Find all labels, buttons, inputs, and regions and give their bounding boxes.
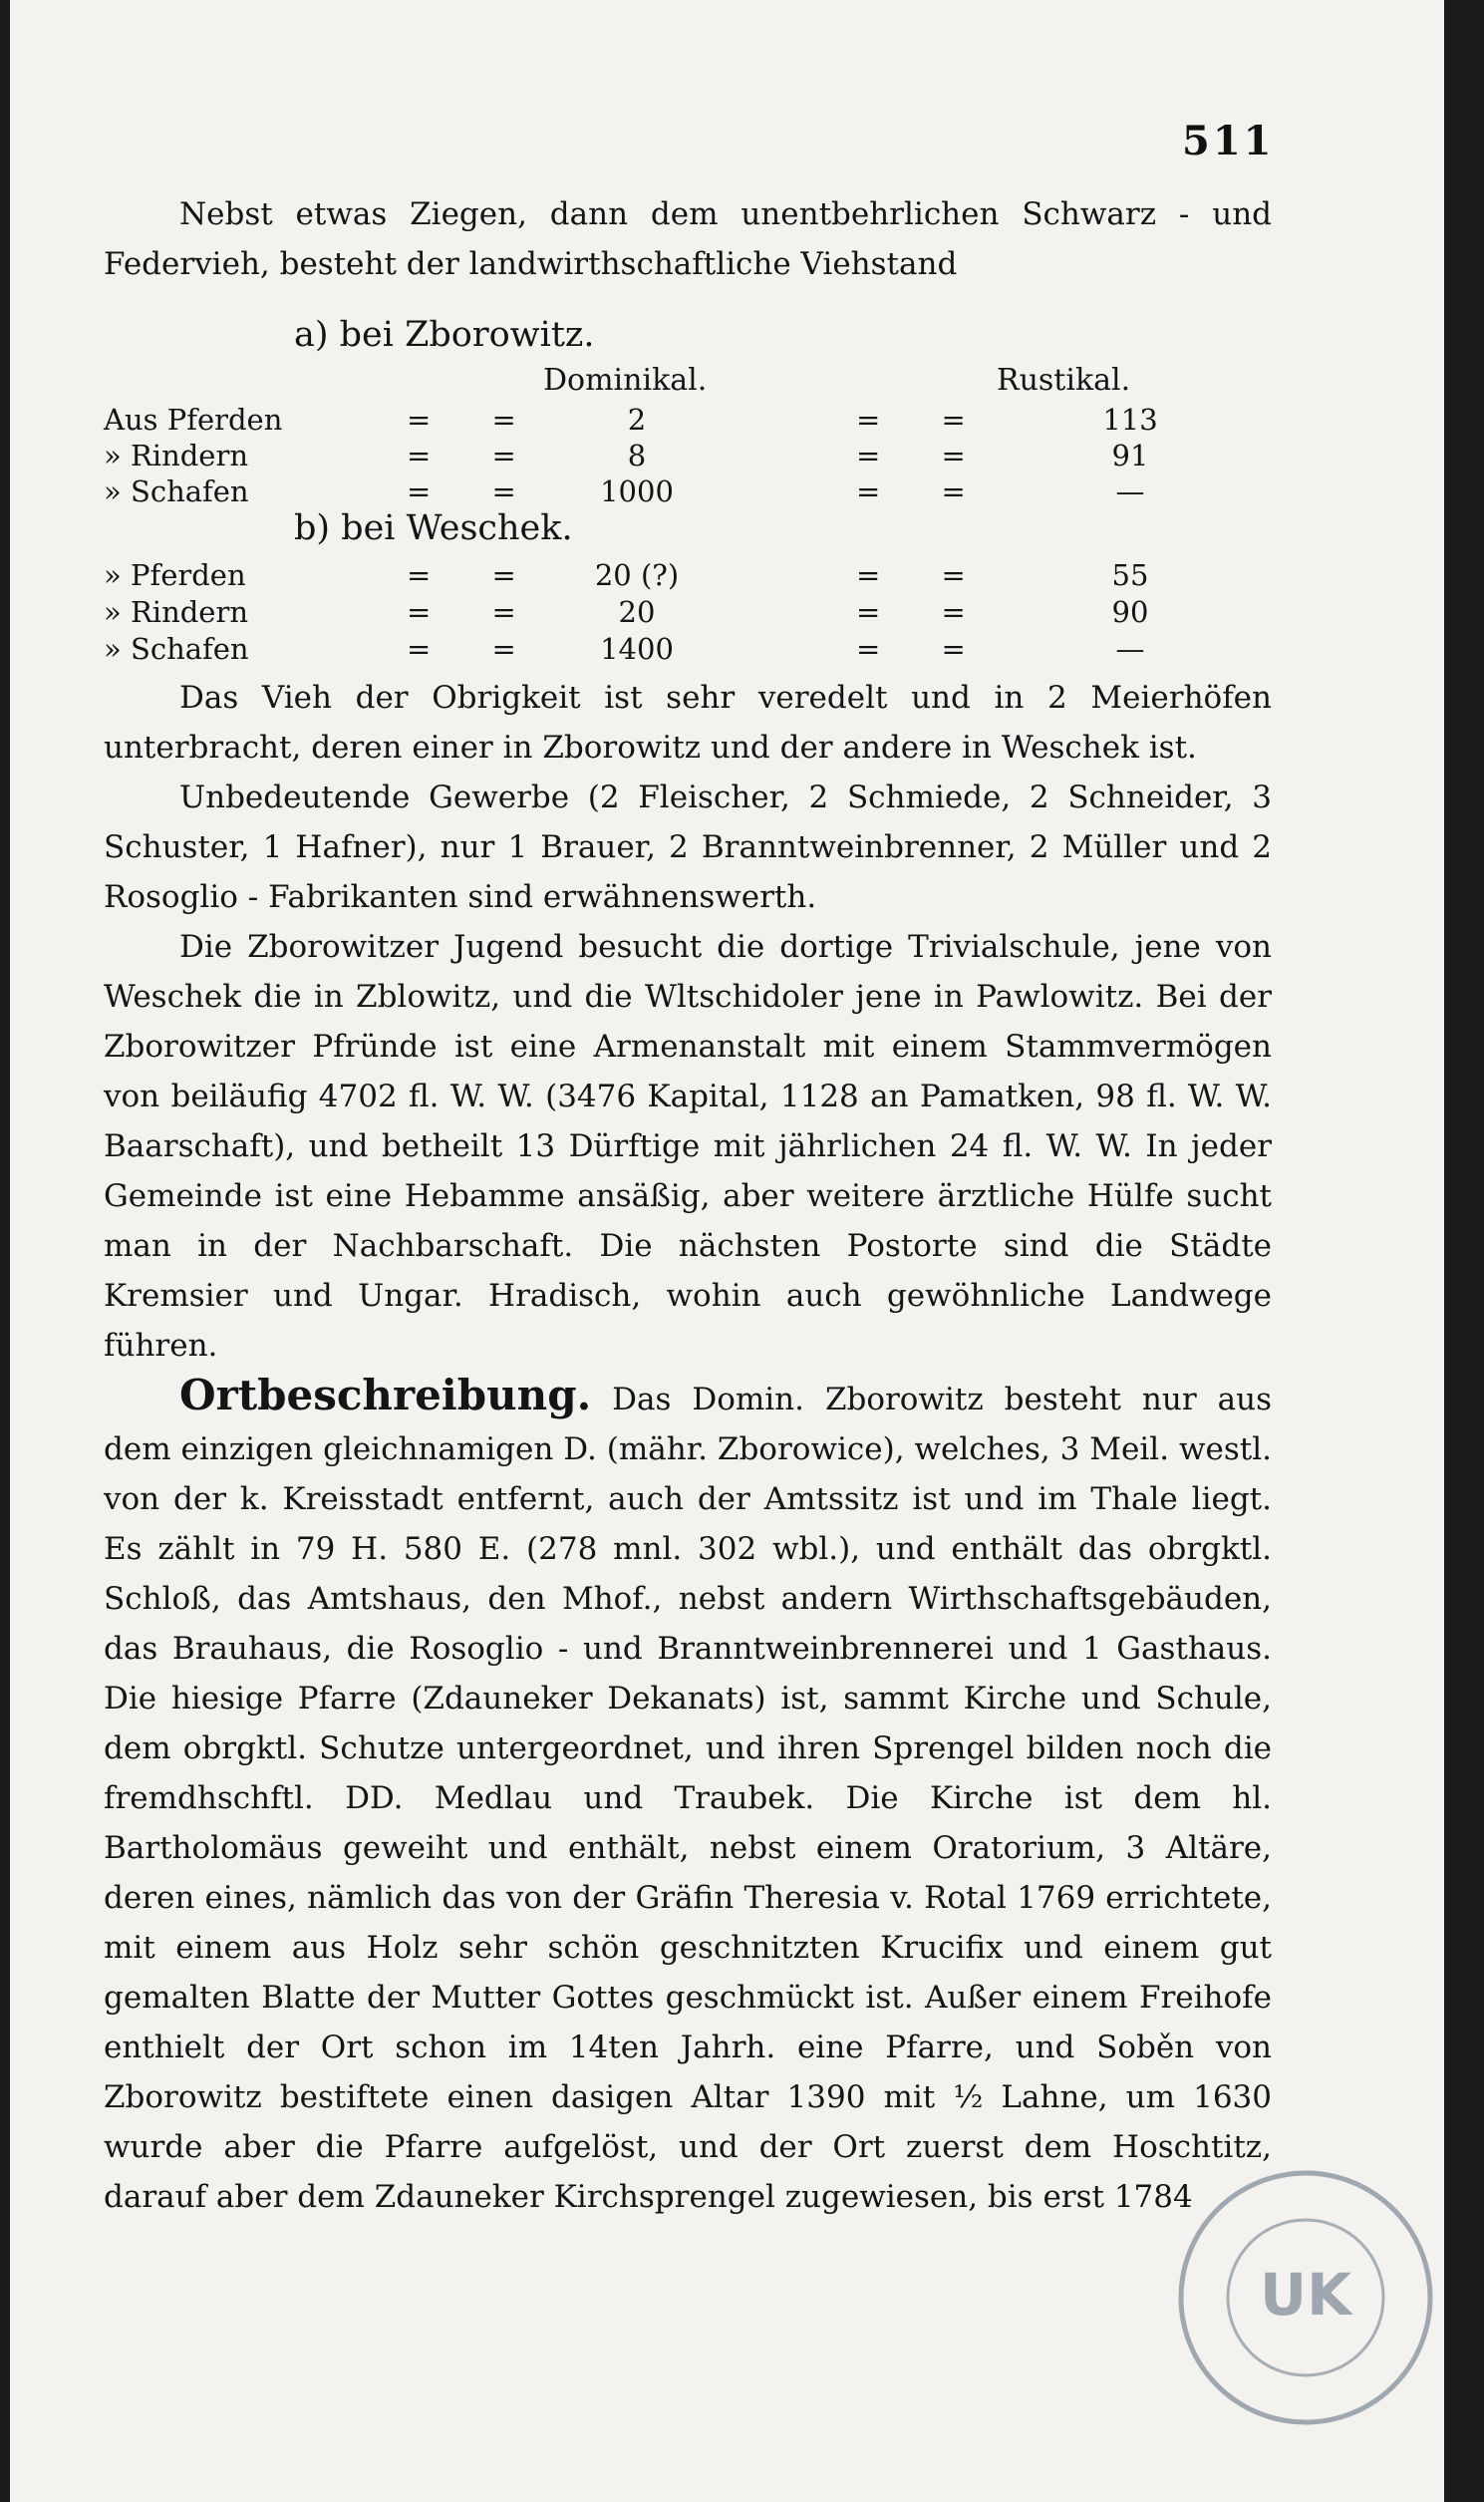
section-a-heading: a) bei Zborowitz. — [294, 315, 595, 355]
row-rustikal: — — [1115, 632, 1145, 666]
scan-edge-right — [1444, 0, 1484, 2502]
row-rustikal: 113 — [1102, 403, 1158, 437]
row-rustikal: 91 — [1111, 439, 1149, 472]
table-row — [104, 403, 1158, 441]
intro-text — [104, 189, 1272, 289]
section-b-heading: b) bei Weschek. — [294, 508, 573, 548]
paragraph-vieh: Das Vieh der Obrigkeit ist sehr veredelt und in 2 Meierhöfen unterbracht, deren einer in Zborowitz und der andere in Weschek ist. — [104, 680, 1272, 766]
row-dots: = = — [856, 632, 992, 666]
table-row — [104, 595, 1149, 633]
row-dots: = = — [856, 474, 992, 508]
column-rustikal: Rustikal. — [997, 363, 1131, 398]
ort-text: Das Domin. Zborowitz besteht nur aus dem einzigen gleichnamigen D. (mähr. Zborowice), welches, 3 Meil. westl. von der k. Kreisstadt entfernt, auch der Amtssitz ist und im Thale liegt. Es zählt in 79 H. 580 E. (278 mnl. 302 wbl.), und enthält das obrgktl. Schloß, das Amtshaus, den Mhof., nebst andern Wirthschaftsgebäuden, das Brauhaus, die Rosoglio - und Branntweinbrennerei und 1 Gasthaus. Die hiesige Pfarre (Zdauneker Dekanats) ist, sammt Kirche und Schule, dem obrgktl. Schutze untergeordnet, und ihren Sprengel bilden noch die fremdhschftl. DD. Medlau und Traubek. Die Kirche ist dem hl. Bartholomäus geweiht und enthält, nebst einem Oratorium, 3 Altäre, deren eines, nämlich das von der Gräfin Theresia v. Rotal 1769 errichtete, mit einem aus Holz sehr schön geschnitzten Krucifix und einem gut gemalten Blatte der Mutter Gottes geschmückt ist. Außer einem Freihofe enthielt der Ort schon im 14ten Jahrh. eine Pfarre, und Soběn von Zborowitz bestiftete einen dasigen Altar 1390 mit ½ Lahne, um 1630 wurde aber die Pfarre aufgelöst, und der Ort zuerst dem Hoschtitz, darauf aber dem Zdauneker Kirchsprengel zugewiesen, bis erst 1784 — [104, 1382, 1272, 2215]
row-label: » Schafen — [104, 632, 249, 666]
row-dots: = = — [856, 439, 992, 472]
row-dominikal: 1400 — [600, 632, 674, 666]
row-dots: = = — [407, 595, 542, 629]
row-dots: = = — [407, 474, 542, 508]
row-dominikal: 20 — [618, 595, 656, 629]
row-label: » Rindern — [104, 595, 249, 629]
intro-paragraph: Nebst etwas Ziegen, dann dem unentbehrlichen Schwarz - und Federvieh, besteht der landwirthschaftliche Viehstand — [104, 196, 1272, 282]
row-dots: = = — [856, 558, 992, 592]
table-row — [104, 474, 1145, 512]
row-dots: = = — [856, 595, 992, 629]
row-rustikal: — — [1115, 474, 1145, 508]
stamp-center: UK — [1259, 2261, 1352, 2329]
row-label: Aus Pferden — [104, 403, 283, 437]
table-row — [104, 558, 1149, 596]
row-dominikal: 1000 — [600, 474, 674, 508]
row-dots: = = — [407, 403, 542, 437]
row-dominikal: 8 — [627, 439, 647, 472]
paragraph-gewerbe: Unbedeutende Gewerbe (2 Fleischer, 2 Schmiede, 2 Schneider, 3 Schuster, 1 Hafner), nur 1 Brauer, 2 Branntweinbrenner, 2 Müller und 2 Rosoglio - Fabrikanten sind erwähnenswerth. — [104, 780, 1272, 915]
row-label: » Pferden — [104, 558, 246, 592]
row-rustikal: 55 — [1111, 558, 1149, 592]
paragraph-ortbeschreibung — [104, 1371, 1272, 2222]
row-rustikal: 90 — [1111, 595, 1149, 629]
table-row — [104, 632, 1145, 670]
column-dominikal: Dominikal. — [543, 363, 708, 398]
row-dominikal: 2 — [627, 403, 647, 437]
page-number: 511 — [1182, 118, 1275, 164]
row-dots: = = — [407, 632, 542, 666]
row-dots: = = — [856, 403, 992, 437]
table-row — [104, 439, 1149, 476]
row-dots: = = — [407, 558, 542, 592]
row-dots: = = — [407, 439, 542, 472]
body-text — [104, 673, 1272, 2222]
ort-heading: Ortbeschreibung. — [179, 1371, 592, 1419]
paragraph-schule: Die Zborowitzer Jugend besucht die dortige Trivialschule, jene von Weschek die in Zblowitz, und die Wltschidoler jene in Pawlowitz. Bei der Zborowitzer Pfründe ist eine Armenanstalt mit einem Stammvermögen von beiläufig 4702 fl. W. W. (3476 Kapital, 1128 an Pamatken, 98 fl. W. W. Baarschaft), und betheilt 13 Dürftige mit jährlichen 24 fl. W. W. In jeder Gemeinde ist eine Hebamme ansäßig, aber weitere ärztliche Hülfe sucht man in der Nachbarschaft. Die nächsten Postorte sind die Städte Kremsier und Ungar. Hradisch, wohin auch gewöhnliche Landwege führen. — [104, 929, 1272, 1364]
row-label: » Schafen — [104, 474, 249, 508]
row-label: » Rindern — [104, 439, 249, 472]
scan-edge-left — [0, 0, 10, 2502]
row-dominikal: 20 (?) — [594, 558, 680, 592]
library-stamp — [1171, 2163, 1440, 2432]
